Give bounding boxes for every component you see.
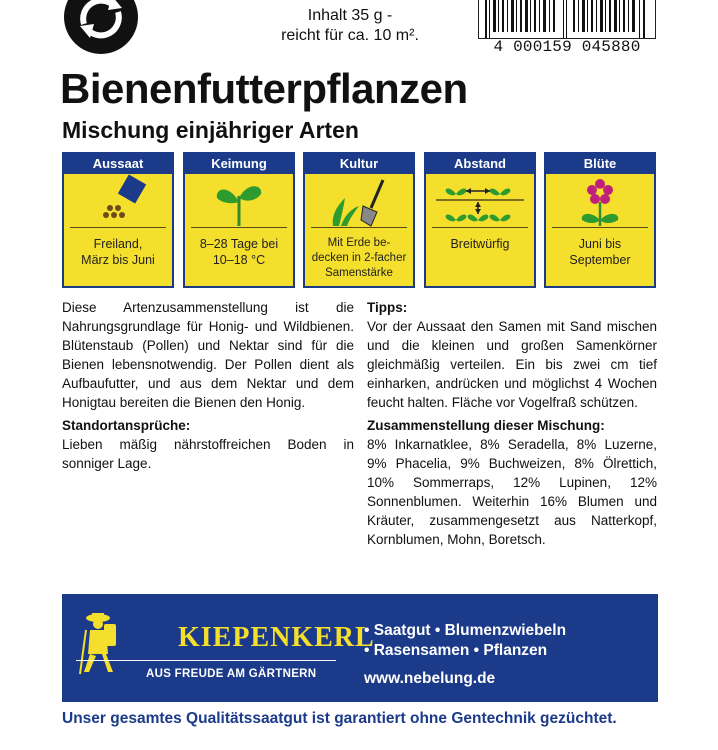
tile-head: Keimung (185, 154, 293, 174)
brand-website[interactable]: www.nebelung.de (364, 670, 496, 687)
brand-divider (76, 660, 336, 661)
flower-icon (546, 174, 654, 232)
brand-products-line2: • Rasensamen • Pflanzen (364, 642, 548, 659)
right-column (367, 298, 657, 549)
soil-line (311, 227, 407, 228)
tile-text (426, 232, 534, 252)
tile-bluete (544, 152, 656, 288)
brand-products-line1: • Saatgut • Blumenzwiebeln (364, 622, 567, 639)
tile-text (546, 232, 654, 268)
tile-keimung (183, 152, 295, 288)
standort-heading: Standortansprüche: (62, 418, 191, 433)
spade-icon (305, 174, 413, 232)
seed-packet-icon (64, 174, 172, 232)
tile-text (185, 232, 293, 268)
brand-box (62, 594, 658, 702)
intro-text: Diese Artenzusammenstellung ist die Nahrungsgrundlage für Honig- und Wildbienen. Blütenstaub (Pollen) und Nektar sind für die Bienen lebensnotwendig. Der Pollen dient als Aufbaufutter, und aus dem Nektar und dem Honigtau bereiten die Bienen den Honig. (62, 300, 354, 410)
content-coverage: reicht für ca. 10 m². (281, 27, 419, 44)
soil-line (70, 227, 166, 228)
tile-head: Kultur (305, 154, 413, 174)
tile-abstand (424, 152, 536, 288)
left-column (62, 298, 354, 473)
brand-tagline: AUS FREUDE AM GÄRTNERN (146, 668, 317, 680)
tile-text (64, 232, 172, 268)
soil-line (552, 227, 648, 228)
content-weight: Inhalt 35 g - (307, 7, 393, 24)
tile-text-line: 10–18 °C (212, 253, 266, 267)
barcode-bars (478, 0, 656, 39)
gmo-free-statement: Unser gesamtes Qualitätssaatgut ist garantiert ohne Gentechnik gezüchtet. (62, 710, 617, 727)
tile-text-line: September (569, 253, 631, 267)
barcode (478, 0, 656, 56)
tile-head: Blüte (546, 154, 654, 174)
tile-head: Aussaat (64, 154, 172, 174)
tile-text (305, 232, 413, 281)
mix-heading: Zusammenstellung dieser Mischung: (367, 418, 605, 433)
mix-text: 8% Inkarnatklee, 8% Seradella, 8% Luzerne, 9% Phacelia, 9% Buchweizen, 8% Ölrettich, 10% Sommerraps, 12% Lupinen, 12% Sonnenblumen. Weiterhin 16% Blumen und Kräuter, zusammengesetzt aus Natterkopf, Kornblumen, Mohn, Boretsch. (367, 437, 657, 547)
soil-line (432, 227, 528, 228)
tile-text-line: März bis Juni (81, 253, 155, 267)
barcode-number: 4 000159 045880 (493, 38, 641, 56)
tile-aussaat (62, 152, 174, 288)
tile-kultur (303, 152, 415, 288)
brand-name: KIEPENKERL (178, 622, 375, 653)
tile-text-line: Breitwürfig (450, 237, 510, 251)
tile-text-line: Freiland, (93, 237, 143, 251)
tile-text-line: decken in 2-facher (311, 252, 407, 264)
spacing-icon (426, 174, 534, 232)
tipps-heading: Tipps: (367, 300, 408, 315)
content-info (250, 6, 450, 46)
green-dot-icon (62, 0, 140, 56)
product-title: Bienenfutterpflanzen (60, 65, 468, 112)
tile-text-line: Juni bis (578, 237, 622, 251)
tile-text-line: Samenstärke (325, 267, 393, 279)
soil-line (191, 227, 287, 228)
standort-text: Lieben mäßig nährstoffreichen Boden in sonniger Lage. (62, 437, 354, 471)
sprout-icon (185, 174, 293, 232)
tile-head: Abstand (426, 154, 534, 174)
tile-text-line: Mit Erde be- (327, 237, 391, 249)
tipps-text: Vor der Aussaat den Samen mit Sand mischen und die kleinen und großen Samenkörner gleichmäßig verteilen. Ein bis zwei cm tief einharken, andrücken und möglichst 4 Wochen feucht halten. Fläche vor Vogelfraß schützen. (367, 319, 657, 410)
product-subtitle: Mischung einjähriger Arten (62, 117, 359, 143)
tile-text-line: 8–28 Tage bei (199, 237, 279, 251)
kiepenkerl-figure-icon (78, 610, 122, 685)
